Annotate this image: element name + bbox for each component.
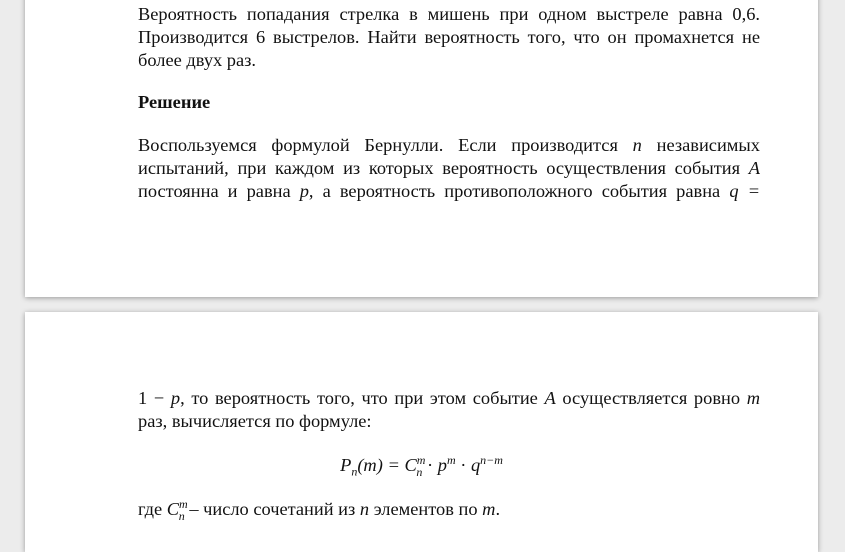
bernoulli-formula: $P_n(m) = C^m_n \cdot p^m \cdot q^{n-m}$ [340, 452, 503, 479]
continuation-line-1: 1 − p, то вероятность того, что при этом событие A осуществляется ровно m [138, 388, 760, 408]
document-page-2 [25, 312, 818, 552]
solution-line-2: испытаний, при каждом из которых вероятность осуществления события A [138, 158, 760, 178]
problem-line-2: Производится 6 выстрелов. Найти вероятность того, что он промахнется не [138, 27, 760, 47]
problem-line-1: Вероятность попадания стрелка в мишень при одном выстреле равна 0,6. [138, 4, 760, 24]
solution-line-3: постоянна и равна p, а вероятность противоположного события равна q = [138, 181, 760, 201]
solution-line-1: Воспользуемся формулой Бернулли. Если производится n независимых [138, 135, 760, 155]
continuation-line-3: где $C^m_n$ – число сочетаний из n элементов по m. [138, 496, 501, 523]
problem-line-3: более двух раз. [138, 50, 257, 70]
document-page-1 [25, 0, 818, 297]
continuation-line-2: раз, вычисляется по формуле: [138, 411, 372, 431]
solution-heading: Решение [138, 92, 211, 112]
